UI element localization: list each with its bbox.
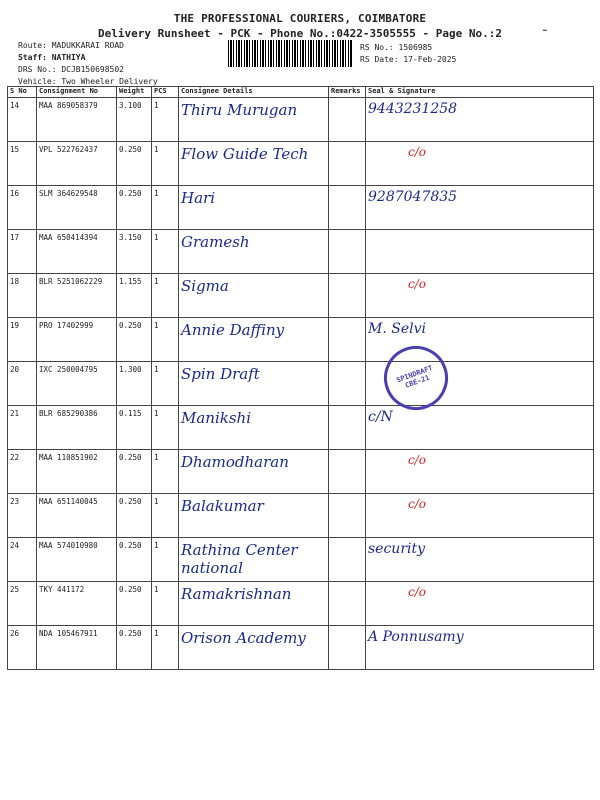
cell-weight: 1.155 xyxy=(117,274,152,318)
cell-pcs: 1 xyxy=(152,626,179,670)
table-row xyxy=(8,582,594,626)
cell-remarks xyxy=(329,230,366,274)
rs-date-text: RS Date: 17-Feb-2025 xyxy=(360,55,457,64)
cell-sno: 24 xyxy=(8,538,37,582)
cell-remarks xyxy=(329,142,366,186)
cell-weight: 0.250 xyxy=(117,582,152,626)
cell-consignment-no: BLR 5251062229 xyxy=(37,274,117,318)
cell-pcs: 1 xyxy=(152,538,179,582)
cell-pcs: 1 xyxy=(152,406,179,450)
col-weight: Weight xyxy=(117,87,152,98)
cell-sno: 19 xyxy=(8,318,37,362)
cell-weight: 0.250 xyxy=(117,494,152,538)
cell-sno: 25 xyxy=(8,582,37,626)
table-row xyxy=(8,494,594,538)
table-row xyxy=(8,318,594,362)
care-of-mark: c/o xyxy=(408,145,426,159)
cell-consignee: Hari xyxy=(179,186,329,230)
cell-consignee: Ramakrishnan xyxy=(179,582,329,626)
pen-mark: - xyxy=(540,20,550,39)
cell-remarks xyxy=(329,538,366,582)
table-row xyxy=(8,230,594,274)
cell-consignee: Orison Academy xyxy=(179,626,329,670)
company-stamp: SPINDRAFT CBE-21 xyxy=(375,337,457,419)
cell-signature xyxy=(366,230,594,274)
cell-sno: 22 xyxy=(8,450,37,494)
table-header-row xyxy=(8,87,594,98)
cell-remarks xyxy=(329,626,366,670)
cell-consignee: Annie Daffiny xyxy=(179,318,329,362)
cell-weight: 0.250 xyxy=(117,142,152,186)
cell-signature xyxy=(366,274,594,318)
cell-remarks xyxy=(329,318,366,362)
table-row xyxy=(8,450,594,494)
table-row xyxy=(8,186,594,230)
cell-pcs: 1 xyxy=(152,98,179,142)
table-row xyxy=(8,142,594,186)
cell-remarks xyxy=(329,274,366,318)
table-row xyxy=(8,626,594,670)
cell-signature xyxy=(366,450,594,494)
cell-consignee: Flow Guide Tech xyxy=(179,142,329,186)
cell-weight: 0.115 xyxy=(117,406,152,450)
cell-remarks xyxy=(329,362,366,406)
signature-text: A Ponnusamy xyxy=(368,629,464,645)
meta-left xyxy=(18,40,158,88)
cell-weight: 0.250 xyxy=(117,186,152,230)
table-row xyxy=(8,362,594,406)
care-of-mark: c/o xyxy=(408,497,426,511)
cell-weight: 0.250 xyxy=(117,538,152,582)
cell-consignment-no: BLR 685290386 xyxy=(37,406,117,450)
cell-sno: 20 xyxy=(8,362,37,406)
signature-text: M. Selvi xyxy=(368,321,426,337)
cell-consignee: Dhamodharan xyxy=(179,450,329,494)
cell-weight: 3.150 xyxy=(117,230,152,274)
cell-signature xyxy=(366,186,594,230)
cell-remarks xyxy=(329,186,366,230)
cell-consignee: Spin Draft xyxy=(179,362,329,406)
cell-weight: 1.300 xyxy=(117,362,152,406)
cell-signature xyxy=(366,538,594,582)
cell-remarks xyxy=(329,98,366,142)
cell-consignee: Manikshi xyxy=(179,406,329,450)
care-of-mark: c/o xyxy=(408,277,426,291)
cell-pcs: 1 xyxy=(152,450,179,494)
cell-consignment-no: PRO 17402999 xyxy=(37,318,117,362)
cell-consignee: Thiru Murugan xyxy=(179,98,329,142)
cell-pcs: 1 xyxy=(152,362,179,406)
cell-pcs: 1 xyxy=(152,582,179,626)
cell-consignee: Rathina Center national xyxy=(179,538,329,582)
cell-sno: 21 xyxy=(8,406,37,450)
signature-text: security xyxy=(368,541,426,557)
cell-signature xyxy=(366,494,594,538)
signature-text: 9443231258 xyxy=(368,101,458,117)
cell-consignment-no: MAA 574010980 xyxy=(37,538,117,582)
cell-consignment-no: MAA 869058379 xyxy=(37,98,117,142)
cell-sno: 18 xyxy=(8,274,37,318)
cell-weight: 0.250 xyxy=(117,626,152,670)
runsheet-table xyxy=(7,86,594,670)
cell-consignment-no: MAA 650414394 xyxy=(37,230,117,274)
col-remarks: Remarks xyxy=(329,87,366,98)
cell-consignee: Sigma xyxy=(179,274,329,318)
col-consignment: Consignment No xyxy=(37,87,117,98)
cell-remarks xyxy=(329,406,366,450)
cell-consignment-no: IXC 250004795 xyxy=(37,362,117,406)
cell-consignee: Balakumar xyxy=(179,494,329,538)
cell-consignment-no: TKY 441172 xyxy=(37,582,117,626)
cell-consignment-no: MAA 110851902 xyxy=(37,450,117,494)
rs-no-text: RS No.: 1506985 xyxy=(360,43,433,52)
signature-text: c/N xyxy=(368,409,393,425)
cell-sno: 26 xyxy=(8,626,37,670)
cell-pcs: 1 xyxy=(152,186,179,230)
vehicle-text: Vehicle: Two Wheeler Delivery xyxy=(18,77,158,86)
care-of-mark: c/o xyxy=(408,453,426,467)
cell-sno: 14 xyxy=(8,98,37,142)
staff-text: Staff: NATHIYA xyxy=(18,53,86,62)
cell-weight: 0.250 xyxy=(117,450,152,494)
signature-text: 9287047835 xyxy=(368,189,458,205)
cell-remarks xyxy=(329,450,366,494)
cell-sno: 15 xyxy=(8,142,37,186)
table-row xyxy=(8,406,594,450)
table-row xyxy=(8,538,594,582)
cell-signature xyxy=(366,406,594,450)
cell-pcs: 1 xyxy=(152,318,179,362)
col-consignee: Consignee Details xyxy=(179,87,329,98)
cell-consignment-no: VPL 522762437 xyxy=(37,142,117,186)
table-row xyxy=(8,274,594,318)
cell-sno: 16 xyxy=(8,186,37,230)
cell-pcs: 1 xyxy=(152,230,179,274)
cell-consignment-no: NDA 105467911 xyxy=(37,626,117,670)
cell-signature xyxy=(366,142,594,186)
cell-signature xyxy=(366,582,594,626)
meta-right xyxy=(360,42,456,66)
route-text: Route: MADUKKARAI ROAD xyxy=(18,41,124,50)
table-row xyxy=(8,98,594,142)
cell-weight: 0.250 xyxy=(117,318,152,362)
cell-pcs: 1 xyxy=(152,142,179,186)
cell-pcs: 1 xyxy=(152,274,179,318)
cell-signature xyxy=(366,98,594,142)
document-title: THE PROFESSIONAL COURIERS, COIMBATORE xyxy=(173,12,427,25)
cell-remarks xyxy=(329,494,366,538)
cell-consignment-no: SLM 364629548 xyxy=(37,186,117,230)
cell-weight: 3.100 xyxy=(117,98,152,142)
cell-sno: 17 xyxy=(8,230,37,274)
cell-pcs: 1 xyxy=(152,494,179,538)
barcode xyxy=(228,40,352,67)
cell-sno: 23 xyxy=(8,494,37,538)
cell-signature xyxy=(366,626,594,670)
col-sno: S No xyxy=(8,87,37,98)
care-of-mark: c/o xyxy=(408,585,426,599)
col-pcs: PCS xyxy=(152,87,179,98)
cell-consignee: Gramesh xyxy=(179,230,329,274)
drs-text: DRS No.: DCJB150698502 xyxy=(18,65,124,74)
col-signature: Seal & Signature xyxy=(366,87,594,98)
document-subtitle: Delivery Runsheet - PCK - Phone No.:0422-3505555 - Page No.:2 xyxy=(98,27,502,40)
cell-remarks xyxy=(329,582,366,626)
cell-consignment-no: MAA 651140045 xyxy=(37,494,117,538)
